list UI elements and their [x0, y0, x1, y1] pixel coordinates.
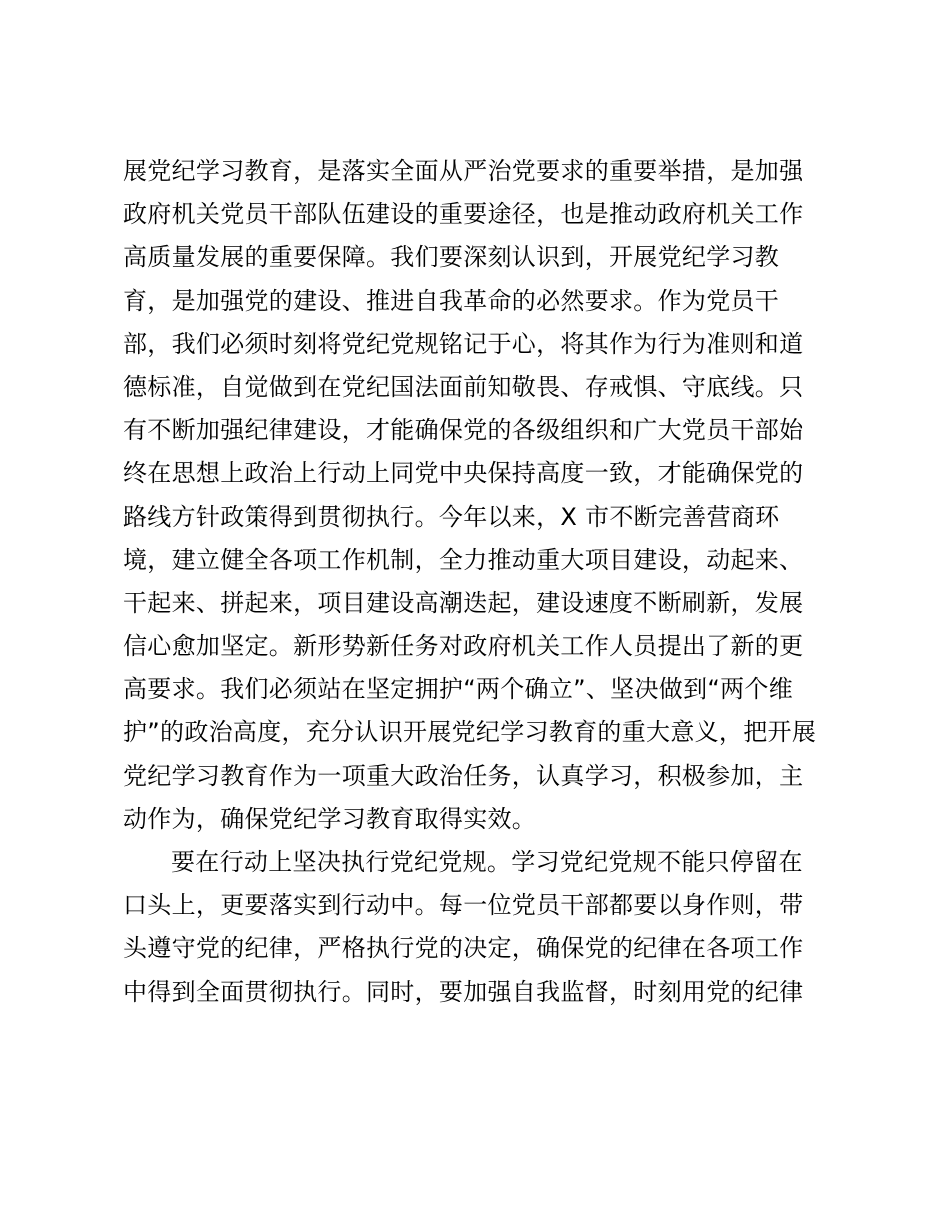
text-line: 路线方针政策得到贯彻执行。今年以来，X 市不断完善营商环 — [123, 502, 780, 531]
text-line: 展党纪学习教育，是落实全面从严治党要求的重要举措，是加强 — [123, 157, 804, 185]
text-line: 德标准，自觉做到在党纪国法面前知敬畏、存戒惧、守底线。只 — [123, 372, 804, 401]
text-line: 终在思想上政治上行动上同党中央保持高度一致，才能确保党的 — [123, 459, 804, 488]
text-line: 党纪学习教育作为一项重大政治任务，认真学习，积极参加，主 — [123, 761, 804, 790]
body-text — [123, 150, 843, 1014]
text-line: 部，我们必须时刻将党纪党规铭记于心，将其作为行为准则和道 — [123, 329, 804, 358]
text-line: 干起来、拼起来，项目建设高潮迭起，建设速度不断刷新，发展 — [123, 588, 804, 617]
text-line: 护”的政治高度，充分认识开展党纪学习教育的重大意义，把开展 — [123, 718, 817, 747]
paragraph-first-line: 要在行动上坚决执行党纪党规。学习党纪党规不能只停留在 — [171, 848, 803, 876]
text-line: 动作为，确保党纪学习教育取得实效。 — [123, 804, 537, 833]
text-line: 信心愈加坚定。新形势新任务对政府机关工作人员提出了新的更 — [123, 632, 804, 661]
text-line: 有不断加强纪律建设，才能确保党的各级组织和广大党员干部始 — [123, 416, 804, 445]
text-line: 政府机关党员干部队伍建设的重要途径，也是推动政府机关工作 — [123, 200, 804, 229]
text-line: 育，是加强党的建设、推进自我革命的必然要求。作为党员干 — [123, 286, 780, 315]
text-line: 中得到全面贯彻执行。同时，要加强自我监督，时刻用党的纪律 — [123, 977, 804, 1006]
text-line: 口头上，更要落实到行动中。每一位党员干部都要以身作则，带 — [123, 891, 804, 920]
text-line: 境，建立健全各项工作机制，全力推动重大项目建设，动起来、 — [123, 545, 804, 574]
text-line: 高要求。我们必须站在坚定拥护“两个确立”、坚决做到“两个维 — [123, 675, 793, 704]
text-line: 头遵守党的纪律，严格执行党的决定，确保党的纪律在各项工作 — [123, 934, 804, 963]
text-line: 高质量发展的重要保障。我们要深刻认识到，开展党纪学习教 — [123, 243, 780, 272]
